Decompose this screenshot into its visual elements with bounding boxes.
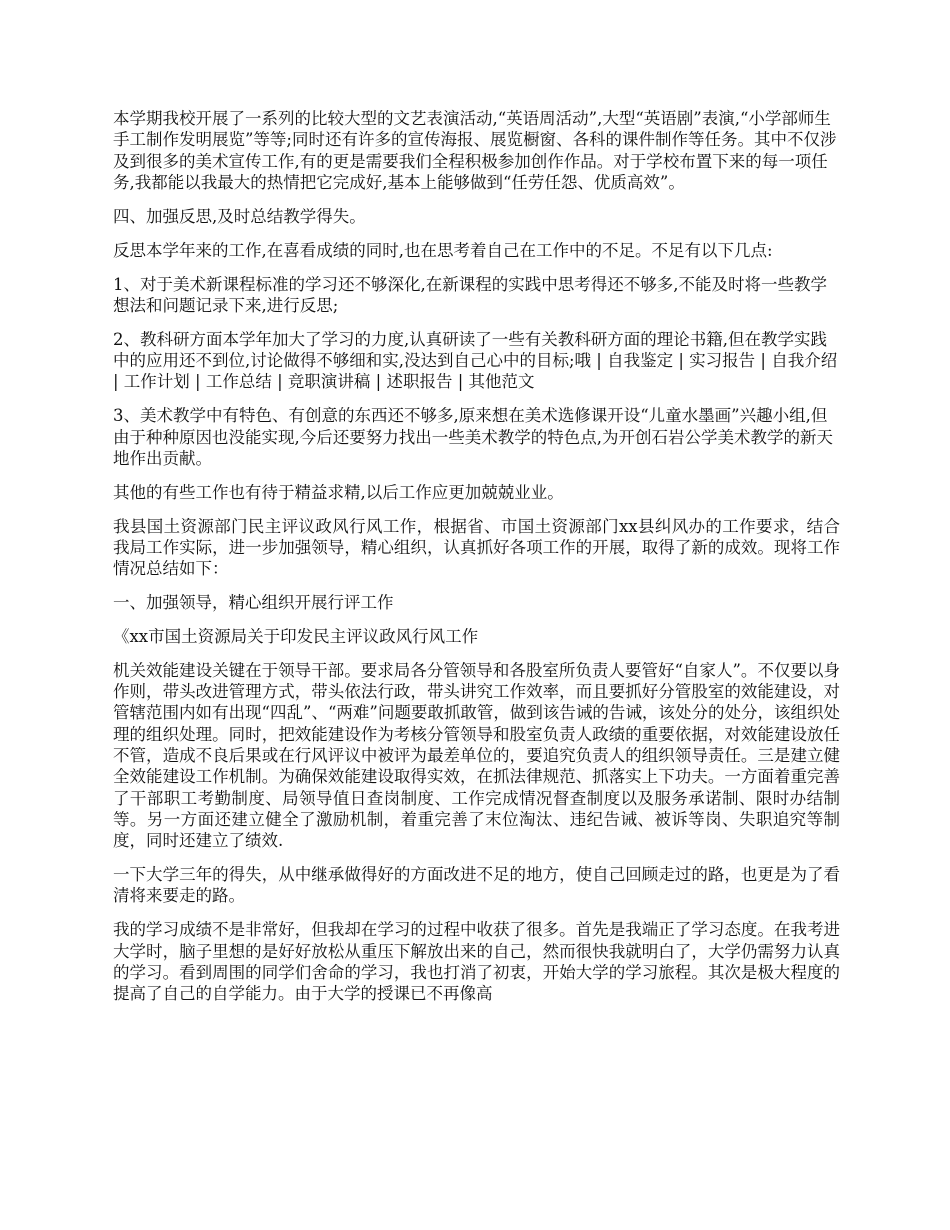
document-page: [113, 108, 840, 1017]
paragraph-study-results: 我的学习成绩不是非常好，但我却在学习的过程中收获了很多。首先是我端正了学习态度。在我考进大学时，脑子里想的是好好放松从重压下解放出来的自己，然而很快我就明白了，大学仍需努力认真的学习。看到周围的同学们舍命的学习，我也打消了初衷，开始大学的学习旅程。其次是极大程度的提高了自己的自学能力。由于大学的授课已不再像高: [113, 920, 840, 1004]
paragraph-efficiency-building: 机关效能建设关键在于领导干部。要求局各分管领导和各股室所负责人要管好“自家人”。不仅要以身作则，带头改进管理方式，带头依法行政，带头讲究工作效率，而且要抓好分管股室的效能建设，对管辖范围内如有出现“四乱”、“两难”问题要敢抓敢管，做到该告诫的告诫，该处分的处分，该组织处理的组织处理。同时，把效能建设作为考核分管领导和股室负责人政绩的重要依据，对效能建设放任不管，造成不良后果或在行风评议中被评为最差单位的，要追究负责人的组织领导责任。三是建立健全效能建设工作机制。为确保效能建设取得实效，在抓法律规范、抓落实上下功夫。一方面着重完善了干部职工考勤制度、局领导值日查岗制度、工作完成情况督查制度以及服务承诺制、限时办结制等。另一方面还建立健全了激励机制，着重完善了末位淘汰、违纪告诫、被诉等岗、失职追究等制度，同时还建立了绩效.: [113, 660, 840, 851]
paragraph-shortcoming-2: 2、教科研方面本学年加大了学习的力度,认真研读了一些有关教科研方面的理论书籍,但在教学实践中的应用还不到位,讨论做得不够细和实,没达到自己心中的目标;哦 | 自我鉴定 | 实习报告 | 自我介绍 | 工作计划 | 工作总结 | 竞职演讲稿 | 述职报告 | 其他范文: [113, 329, 838, 392]
paragraph-reflection-intro: 反思本学年来的工作,在喜看成绩的同时,也在思考着自己在工作中的不足。不足有以下几点:: [113, 240, 773, 260]
heading-strengthen-leadership: 一、加强领导，精心组织开展行评工作: [113, 593, 394, 613]
paragraph-shortcoming-1: 1、对于美术新课程标准的学习还不够深化,在新课程的实践中思考得还不够多,不能及时将一些教学想法和问题记录下来,进行反思;: [113, 274, 827, 315]
paragraph-shortcoming-3: 3、美术教学中有特色、有创意的东西还不够多,原来想在美术选修课开设“儿童水墨画”兴趣小组,但由于种种原因也没能实现,今后还要努力找出一些美术教学的特色点,为开创石岩公学美术教学的新天地作出贡献。: [113, 406, 833, 468]
paragraph-land-resources-intro: 我县国土资源部门民主评议政风行风工作，根据省、市国土资源部门xx县纠风办的工作要求，结合我局工作实际，进一步加强领导，精心组织，认真抓好各项工作的开展，取得了新的成效。现将工作情况总结如下：: [113, 516, 840, 579]
paragraph-university-review: 一下大学三年的得失，从中继承做得好的方面改进不足的地方，使自己回顾走过的路，也更是为了看清将来要走的路。: [113, 865, 840, 906]
heading-reflection: 四、加强反思,及时总结教学得失。: [113, 206, 366, 226]
paragraph-other-work: 其他的有些工作也有待于精益求精,以后工作应更加兢兢业业。: [113, 482, 564, 502]
paragraph-notice-title: 《xx市国土资源局关于印发民主评议政风行风工作: [113, 626, 479, 646]
paragraph-art-activities: 本学期我校开展了一系列的比较大型的文艺表演活动,“英语周活动”,大型“英语剧”表演,“小学部师生手工制作发明展览”等等;同时还有许多的宣传海报、展览橱窗、各科的课件制作等任务。其中不仅涉及到很多的美术宣传工作,有的更是需要我们全程积极参加创作作品。对于学校布置下来的每一项任务,我都能以我最大的热情把它完成好,基本上能够做到“任劳任怨、优质高效”。: [113, 109, 837, 192]
